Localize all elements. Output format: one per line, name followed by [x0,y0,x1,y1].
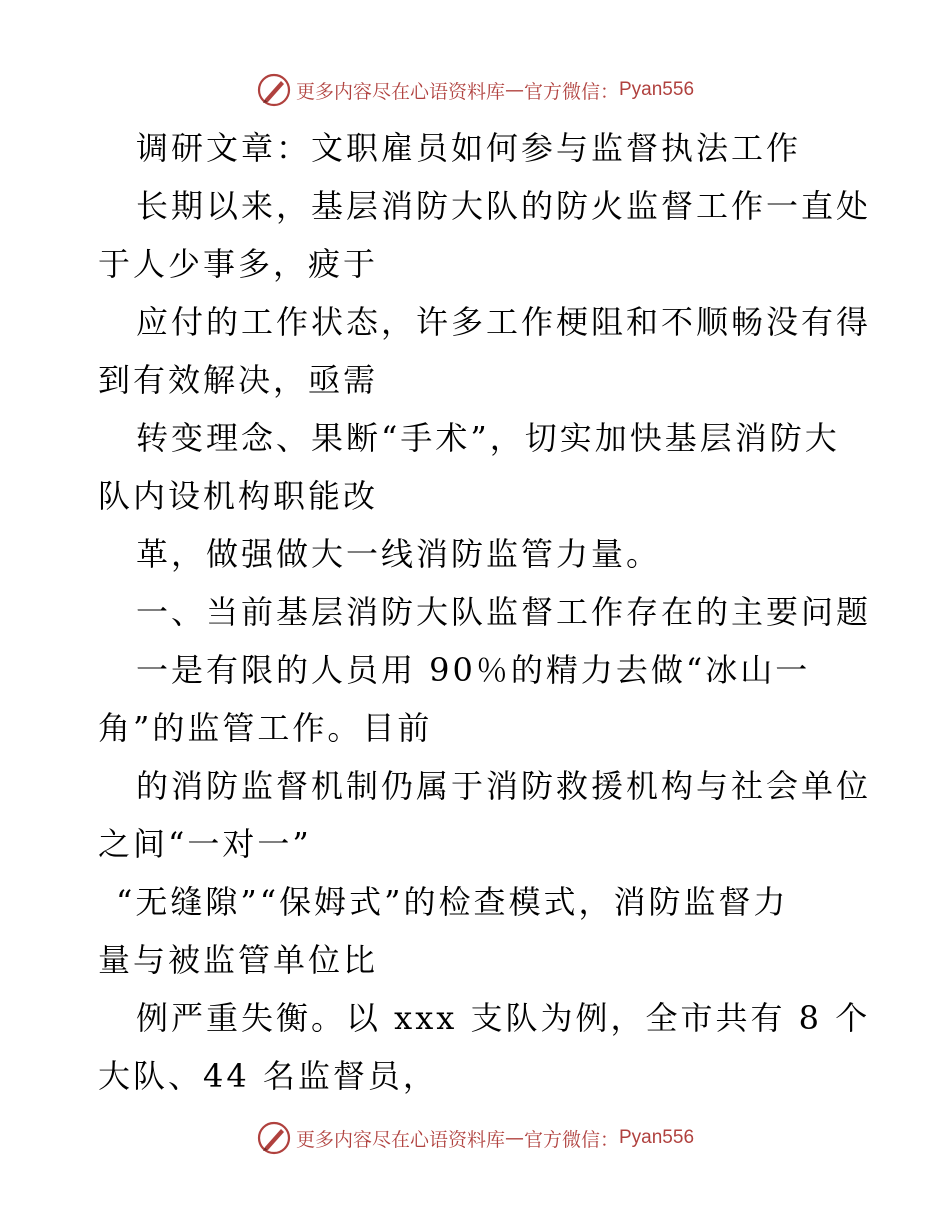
text-line: 于人少事多，疲于 [98,245,379,283]
watermark-text: 更多内容尽在心语资料库 [295,80,505,103]
text-line: 革，做强做大一线消防监管力量。 [136,535,662,573]
text-line: “无缝隙”“保姆式”的检查模式，消防监督力 [116,883,789,921]
text-line: 的消防监督机制仍属于消防救援机构与社会单位 [136,767,872,805]
text-line: 转变理念、果断“手术”，切实加快基层消防大 [136,419,840,457]
watermark-wechat-label: 官方微信： [523,1128,619,1151]
text-line: 角”的监管工作。目前 [98,709,433,747]
watermark-text: 更多内容尽在心语资料库 [295,1128,505,1151]
text-line: 量与被监管单位比 [98,941,379,979]
text-line: 队内设机构职能改 [98,477,379,515]
watermark-separator: — [504,1127,524,1149]
watermark-footer [0,1118,950,1158]
text-line: 例严重失衡。以 xxx 支队为例，全市共有 8 个 [136,999,871,1037]
pen-logo-icon [256,72,292,108]
watermark-handle: Pyan556 [619,79,695,100]
watermark-wechat-label: 官方微信： [523,80,619,103]
section-heading: 一、当前基层消防大队监督工作存在的主要问题 [136,593,872,631]
text-line: 到有效解决，亟需 [98,361,379,399]
text-line: 一是有限的人员用 90％的精力去做“冰山一 [136,651,811,689]
text-line: 大队、44 名监督员， [98,1057,438,1095]
watermark-handle: Pyan556 [619,1127,695,1148]
text-line: 应付的工作状态，许多工作梗阻和不顺畅没有得 [136,303,872,341]
pen-logo-icon [256,1120,292,1156]
text-line: 长期以来，基层消防大队的防火监督工作一直处 [136,187,872,225]
watermark-header [0,70,950,110]
document-title: 调研文章：文职雇员如何参与监督执法工作 [136,129,802,167]
watermark-separator: — [504,79,524,101]
text-line: 之间“一对一” [98,825,312,863]
